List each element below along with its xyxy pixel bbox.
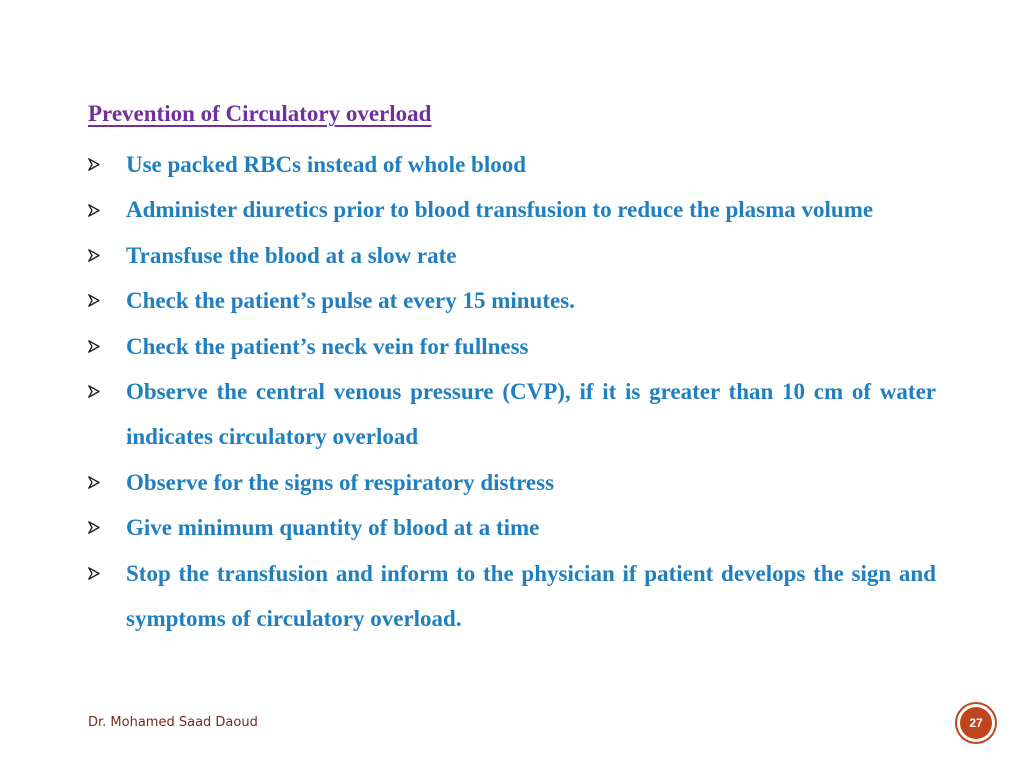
arrowhead-bullet-icon bbox=[88, 505, 104, 550]
arrowhead-bullet-icon bbox=[88, 233, 104, 278]
bullet-text: Give minimum quantity of blood at a time bbox=[126, 515, 540, 541]
arrowhead-bullet-icon bbox=[88, 187, 104, 232]
slide-heading: Prevention of Circulatory overload bbox=[88, 101, 432, 126]
arrowhead-bullet-icon bbox=[88, 142, 104, 187]
bullet-text: Transfuse the blood at a slow rate bbox=[126, 242, 457, 268]
list-item bbox=[88, 187, 936, 232]
bullet-text: Administer diuretics prior to blood transfusion to reduce the plasma volume bbox=[126, 197, 874, 223]
bullet-text: Check the patient’s pulse at every 15 minutes. bbox=[126, 288, 575, 314]
list-item bbox=[88, 551, 936, 642]
page-number: 27 bbox=[960, 707, 992, 739]
arrowhead-bullet-icon bbox=[88, 369, 104, 414]
footer-author: Dr. Mohamed Saad Daoud bbox=[88, 715, 258, 730]
page-number-badge bbox=[955, 702, 997, 744]
list-item bbox=[88, 505, 936, 550]
bullet-list bbox=[88, 142, 936, 641]
list-item bbox=[88, 460, 936, 505]
list-item bbox=[88, 142, 936, 187]
bullet-text: Observe the central venous pressure (CVP), if it is greater than 10 cm of water indicates circulatory overload bbox=[126, 379, 936, 450]
arrowhead-bullet-icon bbox=[88, 551, 104, 596]
bullet-text: Stop the transfusion and inform to the physician if patient develops the sign and symptoms of circulatory overload. bbox=[126, 560, 936, 632]
bullet-text: Observe for the signs of respiratory distress bbox=[126, 469, 555, 495]
bullet-text: Check the patient’s neck vein for fullness bbox=[126, 333, 529, 359]
bullet-text: Use packed RBCs instead of whole blood bbox=[126, 152, 526, 177]
list-item bbox=[88, 369, 936, 460]
arrowhead-bullet-icon bbox=[88, 278, 104, 323]
arrowhead-bullet-icon bbox=[88, 324, 104, 369]
list-item bbox=[88, 233, 936, 278]
list-item bbox=[88, 324, 936, 369]
arrowhead-bullet-icon bbox=[88, 460, 104, 505]
list-item bbox=[88, 278, 936, 323]
